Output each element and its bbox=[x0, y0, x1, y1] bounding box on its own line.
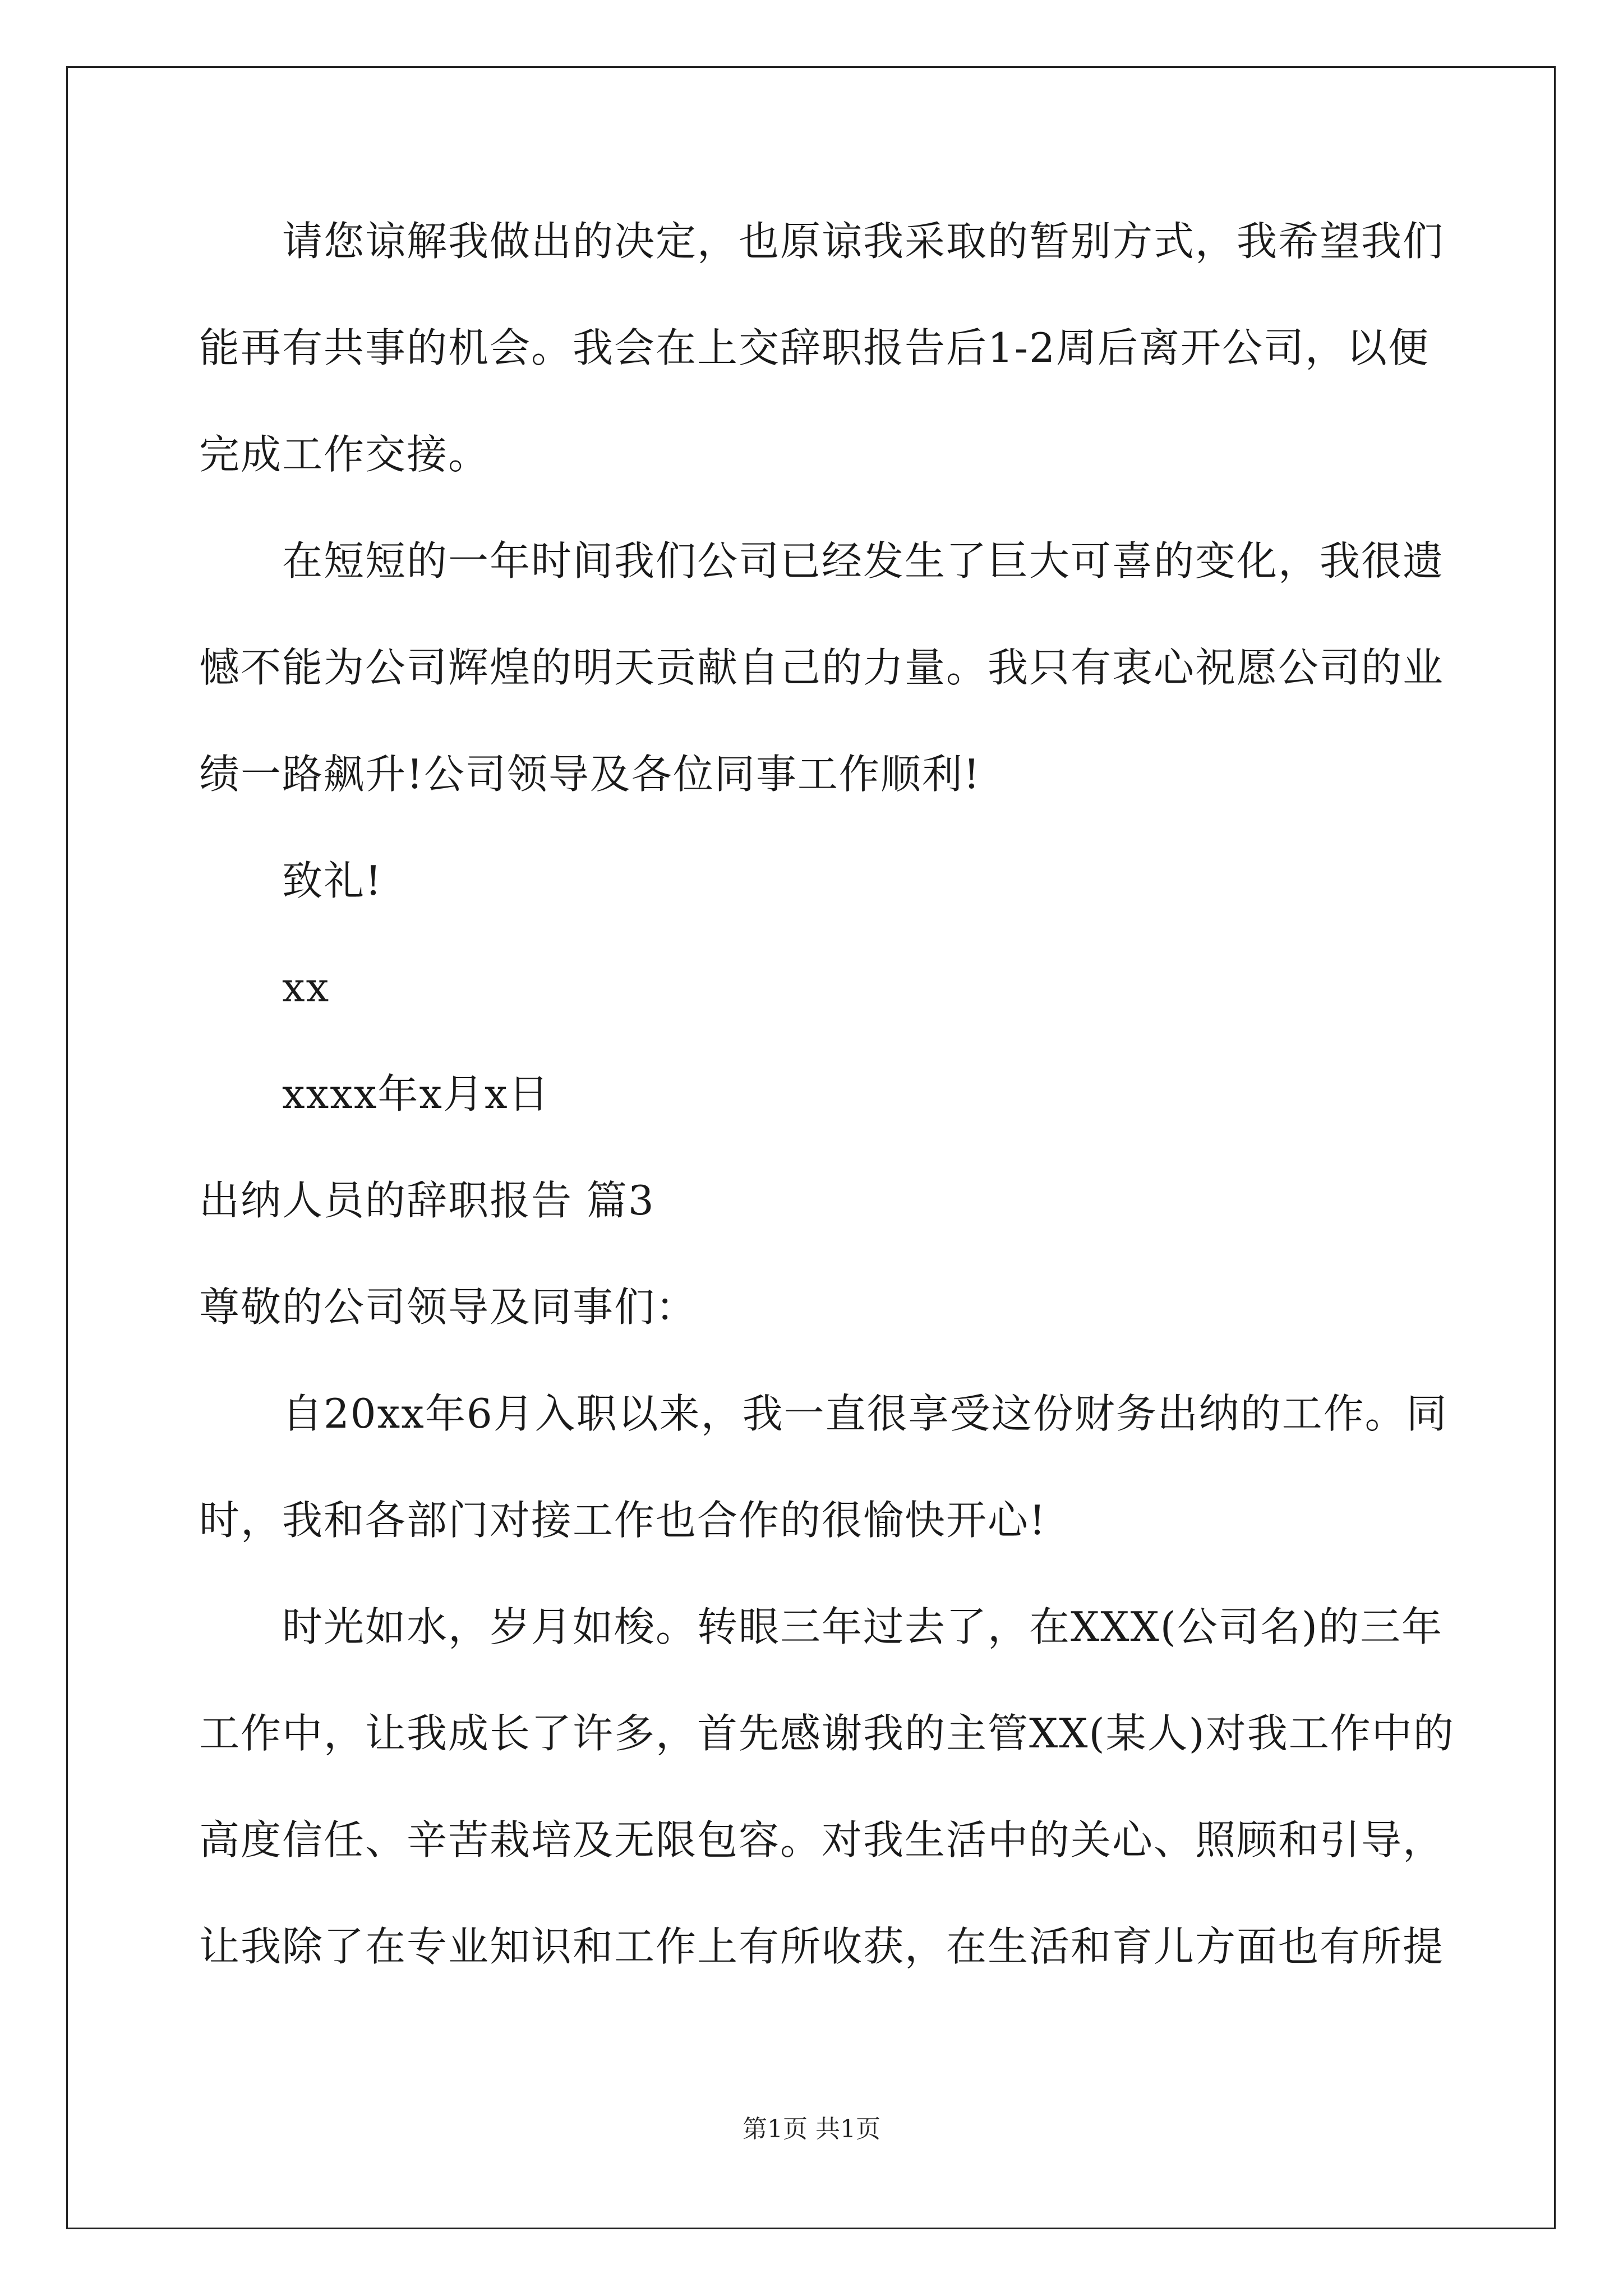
paragraph-2-line-2: 憾不能为公司辉煌的明天贡献自己的力量。我只有衷心祝愿公司的业 bbox=[199, 644, 1445, 691]
paragraph-2-line-1: 在短短的一年时间我们公司已经发生了巨大可喜的变化，我很遗 bbox=[282, 537, 1445, 585]
signature-text: xx bbox=[282, 964, 330, 1011]
closing-text: 致礼! bbox=[282, 857, 382, 904]
paragraph-4-line-4: 让我除了在专业知识和工作上有所收获，在生活和育儿方面也有所提 bbox=[199, 1923, 1445, 1970]
paragraph-4-line-2: 工作中，让我成长了许多，首先感谢我的主管XX(某人)对我工作中的 bbox=[199, 1710, 1455, 1757]
paragraph-1-line-2: 能再有共事的机会。我会在上交辞职报告后1-2周后离开公司，以便 bbox=[199, 324, 1430, 371]
salutation-text: 尊敬的公司领导及同事们： bbox=[199, 1283, 698, 1331]
paragraph-2-line-3: 绩一路飙升!公司领导及各位同事工作顺利! bbox=[199, 751, 981, 798]
paragraph-1-line-1: 请您谅解我做出的决定，也原谅我采取的暂别方式，我希望我们 bbox=[282, 218, 1445, 265]
paragraph-3-line-2: 时，我和各部门对接工作也合作的很愉快开心! bbox=[199, 1497, 1046, 1544]
section-heading: 出纳人员的辞职报告 篇3 bbox=[199, 1177, 655, 1224]
paragraph-4-line-1: 时光如水，岁月如梭。转眼三年过去了，在XXX(公司名)的三年 bbox=[282, 1603, 1443, 1650]
page-border bbox=[66, 66, 1556, 2229]
date-text: xxxx年x月x日 bbox=[282, 1070, 550, 1117]
paragraph-3-line-1: 自20xx年6月入职以来，我一直很享受这份财务出纳的工作。同 bbox=[282, 1390, 1448, 1437]
paragraph-4-line-3: 高度信任、辛苦栽培及无限包容。对我生活中的关心、照顾和引导， bbox=[199, 1816, 1445, 1864]
page-footer: 第1页 共1页 bbox=[743, 2115, 880, 2143]
paragraph-1-line-3: 完成工作交接。 bbox=[199, 431, 490, 478]
